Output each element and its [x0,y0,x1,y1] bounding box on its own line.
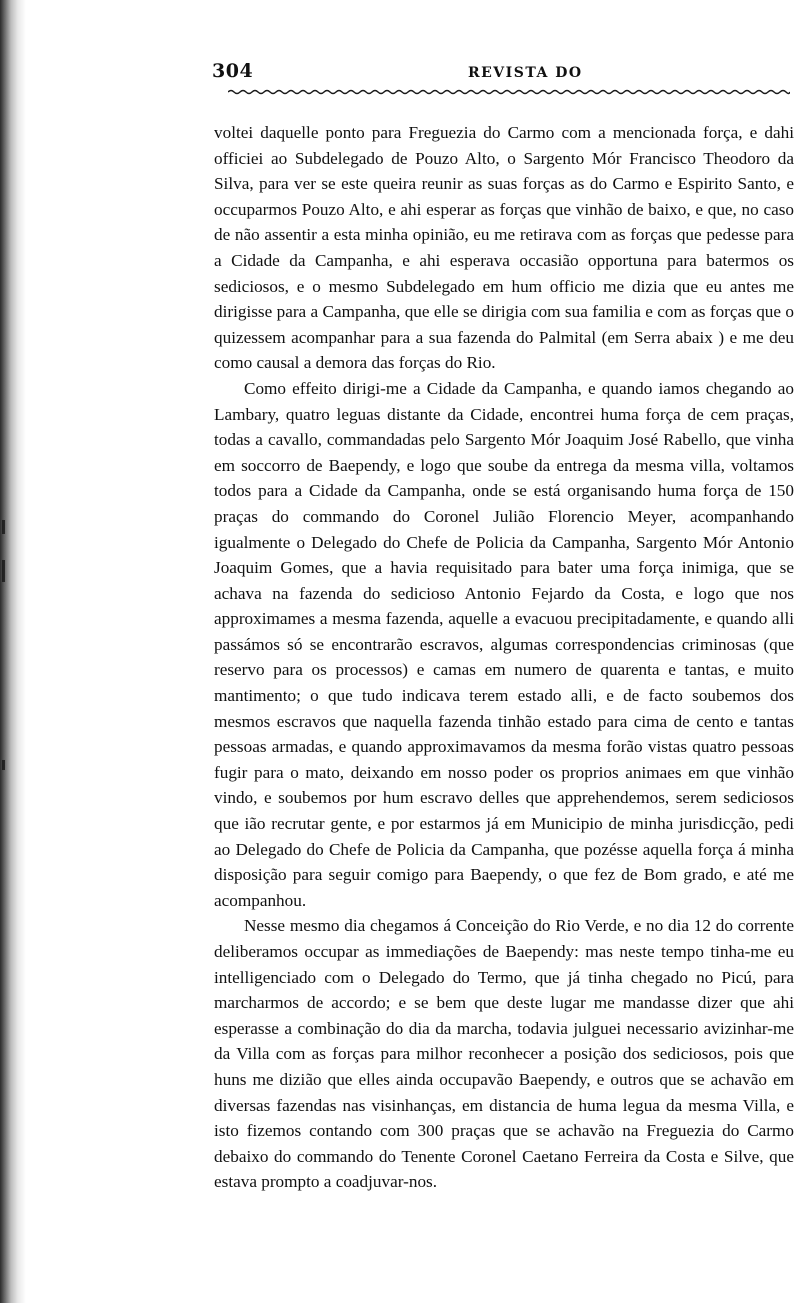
binding-speck [2,560,5,582]
paragraph-continued: voltei daquelle ponto para Freguezia do Carmo com a mencionada força, e dahi officiei ao Subdelegado de Pouzo Alto, o Sargento Mór Francisco Theodoro da Silva, para ver se este queira reunir as suas forças as do Carmo e Espirito Santo, e occuparmos Pouzo Alto, e ahi esperar as forças que vinhão de baixo, e que, no caso de não assentir a esta minha opinião, eu me retirava com as forças que pedesse para a Cidade da Campanha, e ahi esperava occasião opportuna para batermos os sediciosos, e o mesmo Subdelegado em hum officio me dizia que eu antes me dirigisse para a Campanha, que elle se dirigia com sua familia e com as forças que o quizessem acompanhar para a sua fazenda do Palmital (em Serra abaix ) e me deu como causal a demora das forças do Rio. [214,123,794,373]
book-page [200,40,790,86]
binding-speck [2,520,5,534]
paragraph: Nesse mesmo dia chegamos á Conceição do Rio Verde, e no dia 12 do corrente deliberamos occupar as immediações de Baependy: mas neste tempo tinha-me eu intelligenciado com o Delegado do Termo, que já tinha chegado no Picú, para marcharmos de accordo; e se bem que deste lugar me mandasse dizer que ahi esperasse a combinação do dia da marcha, todavia julguei necessario avizinhar-me da Villa com as forças para milhor reconhecer a posição dos sediciosos, pois que huns me dizião que elles ainda occupavão Baependy, e outros que se achavão em diversas fazendas nas visinhanças, em distancia de huma legua da mesma Villa, e isto fizemos contando com 300 praças que se achavão na Freguezia do Carmo debaixo do commando do Tenente Coronel Caetano Ferreira da Costa e Silve, que estava prompto a coadjuvar-nos. [214,916,794,1192]
running-head: REVISTA DO [468,65,583,81]
paragraph: Como effeito dirigi-me a Cidade da Campanha, e quando iamos chegando ao Lambary, quatro leguas distante da Cidade, encontrei huma força de cem praças, todas a cavallo, commandadas pelo Sargento Mór Joaquim José Rabello, que vinha em soccorro de Baependy, e logo que soube da entrega da mesma villa, voltamos todos para a Cidade da Campanha, onde se está organisando huma força de 150 praças do commando do Coronel Julião Florencio Meyer, acompanhando igualmente o Delegado do Chefe de Policia da Campanha, Sargento Mór Antonio Joaquim Gomes, que a havia requisitado para bater uma força inimiga, que se achava na fazenda do sedicioso Antonio Fejardo da Costa, e logo que nos approximames a mesma fazenda, aquelle a evacuou precipitadamente, e quando alli passámos só se encontrarão escravos, algumas correspondencias criminosas (que reservo para os processos) e camas em numero de quarenta e tantas, e muito mantimento; o que tudo indicava terem estado alli, e de facto soubemos dos mesmos escravos que naquella fazenda tinhão estado para cima de cento e tantas pessoas armadas, e quando approximavamos da mesma forão vistas quatro pessoas fugir para o mato, deixando em nosso poder os proprios animaes em que vinhão vindo, e soubemos por hum escravo delles que apprehendemos, serem sediciosos que ião recrutar gente, e por estarmos já em Municipio de minha jurisdicção, pedi ao Delegado do Chefe de Policia da Campanha, que pozésse aquella força á minha disposição para seguir comigo para Baependy, o que fez de Bom grado, e até me acompanhou. [214,378,794,910]
binding-edge [0,0,26,1303]
page-header [200,40,790,86]
body-text [214,120,794,1195]
page-number: 304 [212,60,254,82]
header-rule [228,89,790,95]
binding-speck [2,760,5,770]
